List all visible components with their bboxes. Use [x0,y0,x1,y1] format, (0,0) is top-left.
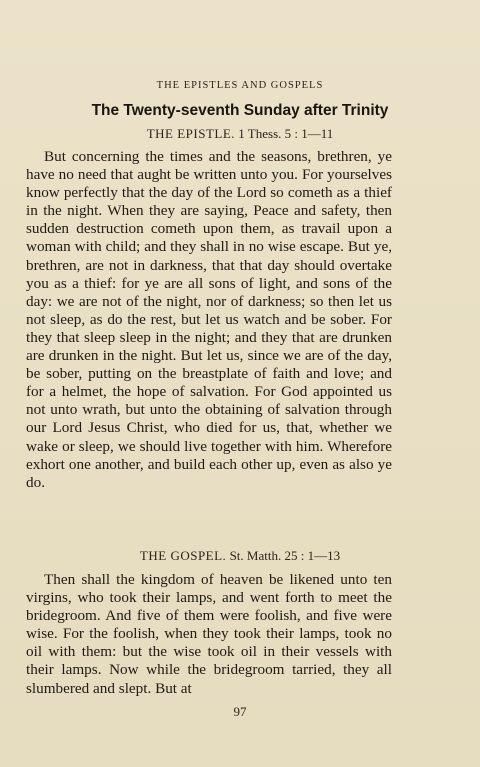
section-title: The Twenty-seventh Sunday after Trinity [91,102,389,119]
page-number: 97 [233,704,247,719]
gospel-label: THE GOSPEL. [139,548,227,563]
gospel-reference: St. Matth. 25 : 1—13 [229,548,341,563]
epistle-text: But concerning the times and the seasons, brethren, ye have no need that aught be written unto you. For yourselves know perfectly that the day of the Lord so cometh as a thief in the night. When they are saying, Peace and safety, then sudden destruction cometh upon them, as travail upon a woman with child; and they shall in no wise escape. But ye, brethren, are not in darkness, that that day should overtake you as a thief: for ye are all sons of light, and sons of the day: we are not of the night, nor of darkness; so then let us not sleep, as do the rest, but let us watch and be sober. For they that sleep sleep in the night; and they that are drunken are drunken in the night. But let us, since we are of the day, be sober, putting on the breastplate of faith and love; and for a helmet, the hope of salvation. For God appointed us not unto wrath, but unto the obtaining of salvation through our Lord Jesus Christ, who died for us, that, whether we wake or sleep, we should live together with him. Wherefore exhort one another, and build each other up, even as also ye do. [26,148,392,491]
epistle-heading [0,126,480,142]
gospel-text: Then shall the kingdom of heaven be likened unto ten virgins, who took their lamps, and went forth to meet the bridegroom. And five of them were foolish, and five were wise. For the foolish, when they took their lamps, took no oil with them: but the wise took oil in their vessels with their lamps. Now while the bridegroom tarried, they all slumbered and slept. But at [26,571,392,697]
gospel-heading [0,548,480,564]
epistle-reference: 1 Thess. 5 : 1—11 [238,126,334,141]
epistle-label: THE EPISTLE. [146,126,236,141]
running-head: THE EPISTLES AND GOSPELS [156,80,324,91]
